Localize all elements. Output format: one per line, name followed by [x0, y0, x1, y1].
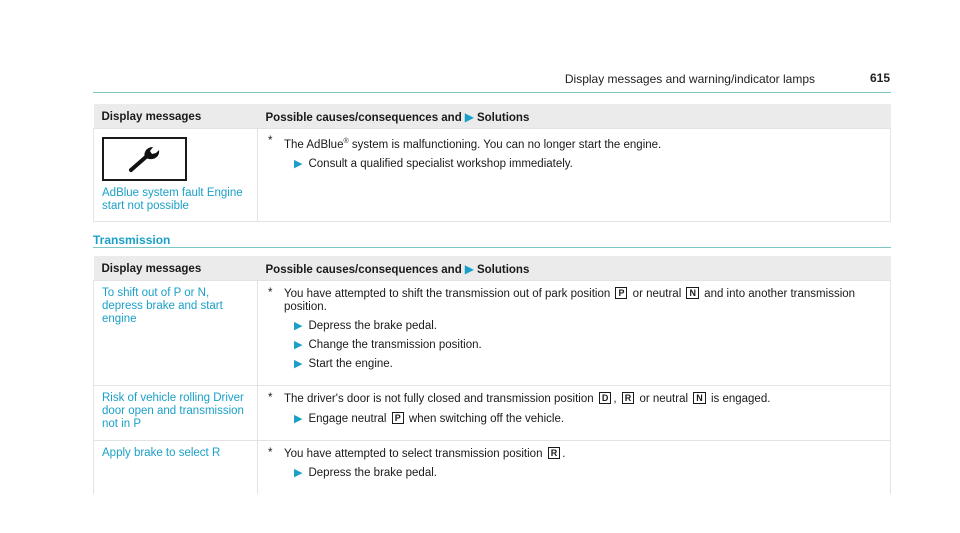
header-rule	[93, 92, 891, 93]
gear-key-d: D	[599, 392, 612, 404]
play-arrow-icon: ▶	[294, 339, 303, 351]
cause-text: * The driver's door is not fully closed and transmission position D , R or neutral N is engaged.	[268, 392, 771, 405]
table-row	[94, 441, 891, 495]
solution-step: ▶ Depress the brake pedal.	[294, 467, 437, 479]
table-row	[94, 386, 891, 441]
col-causes-solutions: Possible causes/consequences and ▶ Solutions	[258, 104, 891, 129]
message-text: Risk of vehicle rolling Driver door open and transmission not in P	[102, 392, 244, 430]
table-row	[94, 129, 891, 222]
solution-step: ▶ Consult a qualified specialist workshop immediately.	[294, 157, 573, 170]
wrench-icon	[102, 137, 187, 181]
play-arrow-icon: ▶	[294, 157, 303, 170]
play-arrow-icon: ▶	[294, 467, 303, 479]
page-header-title: Display messages and warning/indicator lamps	[564, 72, 815, 86]
transmission-table	[93, 256, 891, 494]
play-arrow-icon: ▶	[294, 358, 303, 370]
play-arrow-icon: ▶	[464, 262, 474, 276]
message-text: AdBlue system fault Engine start not possible	[102, 187, 243, 212]
section-rule	[93, 247, 891, 248]
gear-key-p: P	[392, 412, 404, 424]
message-text: To shift out of P or N, depress brake and start engine	[102, 287, 223, 325]
gear-key-n: N	[686, 287, 699, 299]
gear-key-n: N	[693, 392, 706, 404]
col-display-messages: Display messages	[94, 104, 258, 129]
solution-step: ▶ Engage neutral P when switching off the vehicle.	[294, 413, 565, 425]
page-number: 615	[869, 71, 890, 85]
cause-text: * You have attempted to select transmission position R .	[268, 447, 566, 460]
play-arrow-icon: ▶	[294, 320, 303, 332]
gear-key-r: R	[548, 447, 561, 459]
table-row	[94, 281, 891, 386]
col-causes-solutions: Possible causes/consequences and ▶ Solutions	[258, 256, 891, 281]
solution-step: ▶ Depress the brake pedal.	[294, 320, 437, 332]
message-text: Apply brake to select R	[102, 447, 221, 459]
adblue-table	[93, 104, 891, 222]
play-arrow-icon: ▶	[294, 413, 303, 425]
solution-step: ▶ Start the engine.	[294, 358, 393, 370]
play-arrow-icon: ▶	[464, 110, 474, 124]
section-title: Transmission	[93, 233, 171, 247]
cause-text: * You have attempted to shift the transmission out of park position P or neutral N and into another transmission position.	[268, 287, 856, 313]
cause-text: * The AdBlue® system is malfunctioning. You can no longer start the engine.	[268, 135, 662, 151]
col-display-messages: Display messages	[94, 256, 258, 281]
solution-step: ▶ Change the transmission position.	[294, 339, 482, 351]
gear-key-r: R	[622, 392, 635, 404]
gear-key-p: P	[615, 287, 627, 299]
